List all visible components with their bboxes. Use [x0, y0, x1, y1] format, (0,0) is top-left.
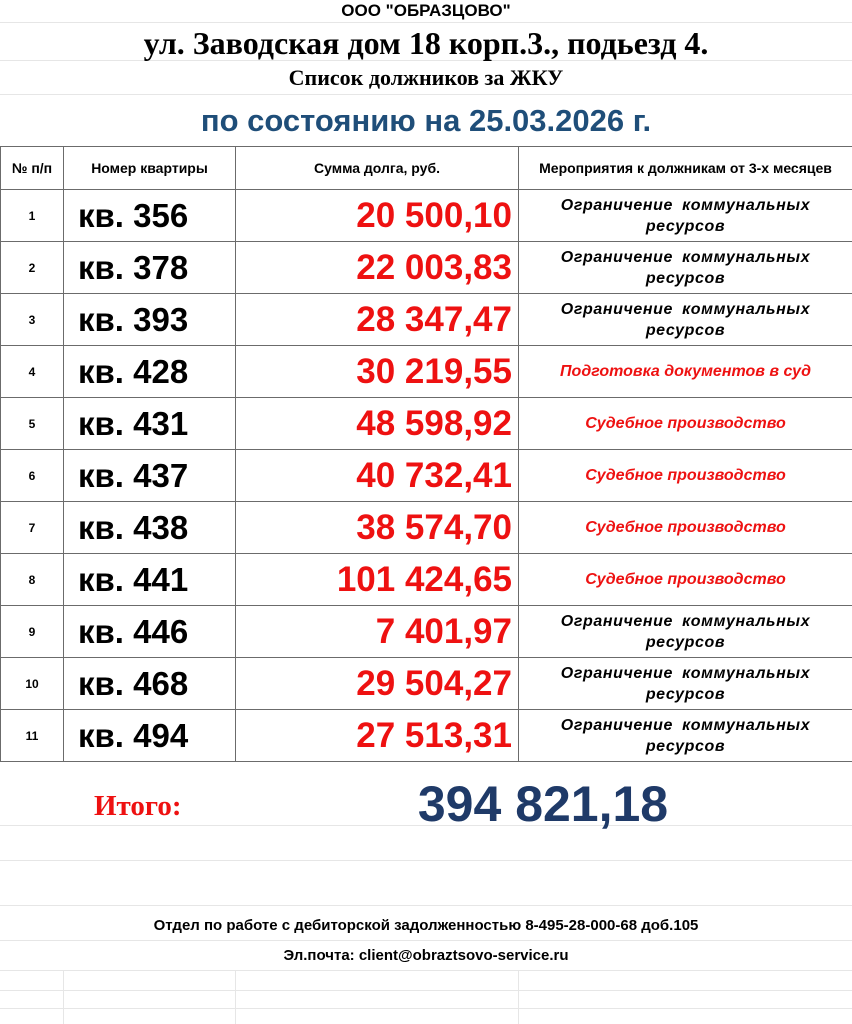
- row-number: 3: [1, 294, 64, 346]
- row-number: 1: [1, 190, 64, 242]
- list-title: Список должников за ЖКУ: [288, 65, 564, 90]
- table-row: [1, 502, 852, 554]
- debtor-measure: Судебное производство: [519, 554, 852, 606]
- table-row: [1, 346, 852, 398]
- table-row: [1, 190, 852, 242]
- table-row: [1, 294, 852, 346]
- debt-amount: 38 574,70: [236, 502, 519, 554]
- debt-amount: 101 424,65: [236, 554, 519, 606]
- debt-amount: 20 500,10: [236, 190, 519, 242]
- department-contact: Отдел по работе с дебиторской задолженностью 8-495-28-000-68 доб.105: [153, 917, 699, 934]
- table-row: [1, 606, 852, 658]
- company-name: ООО "ОБРАЗЦОВО": [341, 1, 511, 20]
- row-number: 11: [1, 710, 64, 762]
- column-header-apartment: Номер квартиры: [64, 147, 236, 190]
- total-label: Итого:: [94, 790, 182, 822]
- row-number: 9: [1, 606, 64, 658]
- apartment-number: кв. 446: [64, 606, 236, 658]
- apartment-number: кв. 438: [64, 502, 236, 554]
- column-header-measures: Мероприятия к должникам от 3-х месяцев: [519, 147, 852, 190]
- building-address: ул. Заводская дом 18 корп.3., подьезд 4.: [143, 25, 709, 61]
- table-header-row: [1, 147, 852, 190]
- apartment-number: кв. 437: [64, 450, 236, 502]
- debtor-measure: Судебное производство: [519, 398, 852, 450]
- apartment-number: кв. 431: [64, 398, 236, 450]
- debtor-measure: Ограничение коммунальных ресурсов: [519, 294, 852, 346]
- apartment-number: кв. 356: [64, 190, 236, 242]
- debtor-measure: Подготовка документов в суд: [519, 346, 852, 398]
- apartment-number: кв. 428: [64, 346, 236, 398]
- apartment-number: кв. 378: [64, 242, 236, 294]
- apartment-number: кв. 494: [64, 710, 236, 762]
- apartment-number: кв. 468: [64, 658, 236, 710]
- apartment-number: кв. 441: [64, 554, 236, 606]
- debt-amount: 48 598,92: [236, 398, 519, 450]
- table-row: [1, 658, 852, 710]
- debtor-measure: Ограничение коммунальных ресурсов: [519, 658, 852, 710]
- table-row: [1, 554, 852, 606]
- row-number: 5: [1, 398, 64, 450]
- debtors-table: [0, 146, 852, 762]
- table-row: [1, 242, 852, 294]
- row-number: 2: [1, 242, 64, 294]
- debtor-measure: Ограничение коммунальных ресурсов: [519, 190, 852, 242]
- email-contact: Эл.почта: client@obraztsovo-service.ru: [283, 947, 569, 964]
- row-number: 7: [1, 502, 64, 554]
- table-row: [1, 450, 852, 502]
- row-number: 4: [1, 346, 64, 398]
- as-of-date: по состоянию на 25.03.2026 г.: [200, 103, 652, 138]
- debtor-measure: Ограничение коммунальных ресурсов: [519, 710, 852, 762]
- debt-amount: 22 003,83: [236, 242, 519, 294]
- row-number: 8: [1, 554, 64, 606]
- row-number: 10: [1, 658, 64, 710]
- debt-amount: 28 347,47: [236, 294, 519, 346]
- debt-amount: 7 401,97: [236, 606, 519, 658]
- column-header-number: № п/п: [1, 147, 64, 190]
- debt-amount: 30 219,55: [236, 346, 519, 398]
- table-row: [1, 710, 852, 762]
- debtor-measure: Судебное производство: [519, 502, 852, 554]
- debt-amount: 27 513,31: [236, 710, 519, 762]
- row-number: 6: [1, 450, 64, 502]
- apartment-number: кв. 393: [64, 294, 236, 346]
- column-header-debt: Сумма долга, руб.: [236, 147, 519, 190]
- debtor-measure: Ограничение коммунальных ресурсов: [519, 242, 852, 294]
- debt-amount: 40 732,41: [236, 450, 519, 502]
- debtor-measure: Ограничение коммунальных ресурсов: [519, 606, 852, 658]
- total-amount: 394 821,18: [417, 776, 669, 832]
- table-row: [1, 398, 852, 450]
- debtor-measure: Судебное производство: [519, 450, 852, 502]
- debt-amount: 29 504,27: [236, 658, 519, 710]
